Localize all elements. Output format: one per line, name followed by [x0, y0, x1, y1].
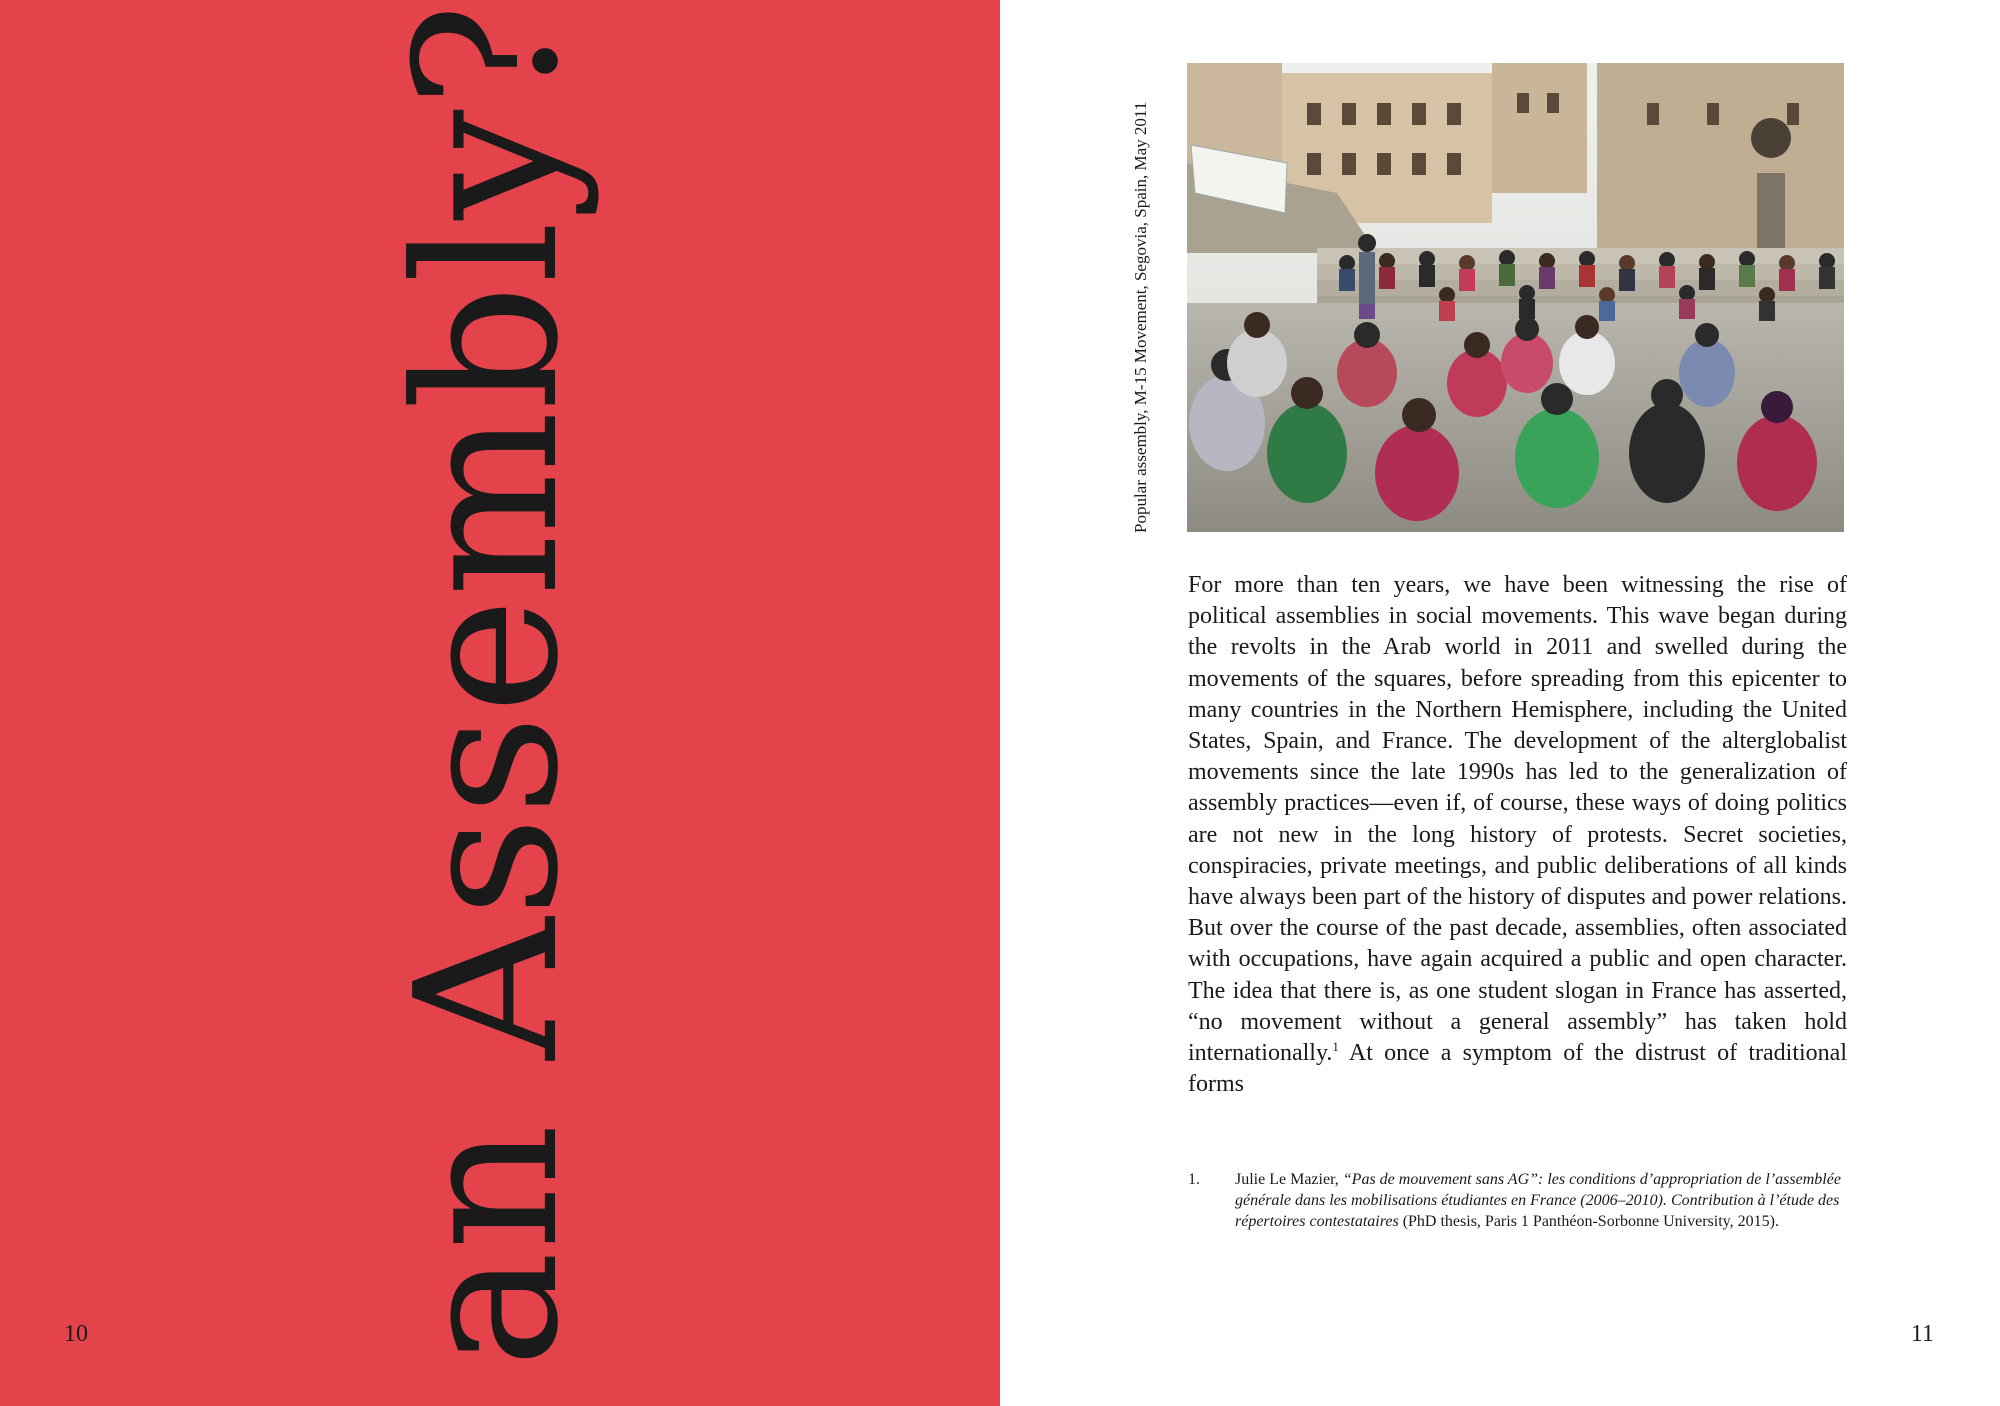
- footnote-details: (PhD thesis, Paris 1 Panthéon-Sorbonne University, 2015).: [1398, 1213, 1779, 1230]
- footnote-author: Julie Le Mazier,: [1235, 1171, 1343, 1188]
- footnote-text: [1235, 1169, 1847, 1232]
- chapter-title: an Assembly?: [374, 2, 602, 1368]
- footnote: [1188, 1169, 1847, 1232]
- body-text-continued: At once a symptom of the distrust of traditional forms: [1188, 1040, 1847, 1098]
- footnote-number: 1.: [1188, 1171, 1200, 1188]
- assembly-photo: [1187, 63, 1844, 532]
- photo-caption: Popular assembly, M-15 Movement, Segovia, Spain, May 2011: [1131, 101, 1150, 533]
- photo-people-sitting-in-circle-icon: [1187, 63, 1844, 532]
- body-text: [1188, 570, 1847, 1100]
- page-number-left: 10: [64, 1321, 88, 1347]
- body-text-main: For more than ten years, we have been witnessing the rise of political assemblies in social movements. This wave began during the revolts in the Arab world in 2011 and swelled during the movements of the squares, before spreading from this epicenter to many countries in the Northern Hemisphere, including the United States, Spain, and France. The development of the alterglobalist movements since the late 1990s has led to the generalization of assembly practices—even if, of course, these ways of doing politics are not new in the long history of protests. Secret societies, conspiracies, private meetings, and public deliberations of all kinds have always been part of the history of disputes and power relations. But over the course of the past decade, assemblies, often associated with occupations, have again acquired a public and open character. The idea that there is, as one student slogan in France has asserted, “no movement without a general assembly” has taken hold internationally.: [1188, 572, 1847, 1067]
- footnote-title: “Pas de mouvement sans AG”: les conditions d’appropriation de l’assemblée générale dans les mobilisations étudiantes en France (2006–2010). Contribution à l’étude des répertoires contestataires: [1235, 1171, 1841, 1230]
- footnote-reference[interactable]: 1: [1332, 1039, 1339, 1055]
- page-number-right: 11: [1910, 1321, 1934, 1347]
